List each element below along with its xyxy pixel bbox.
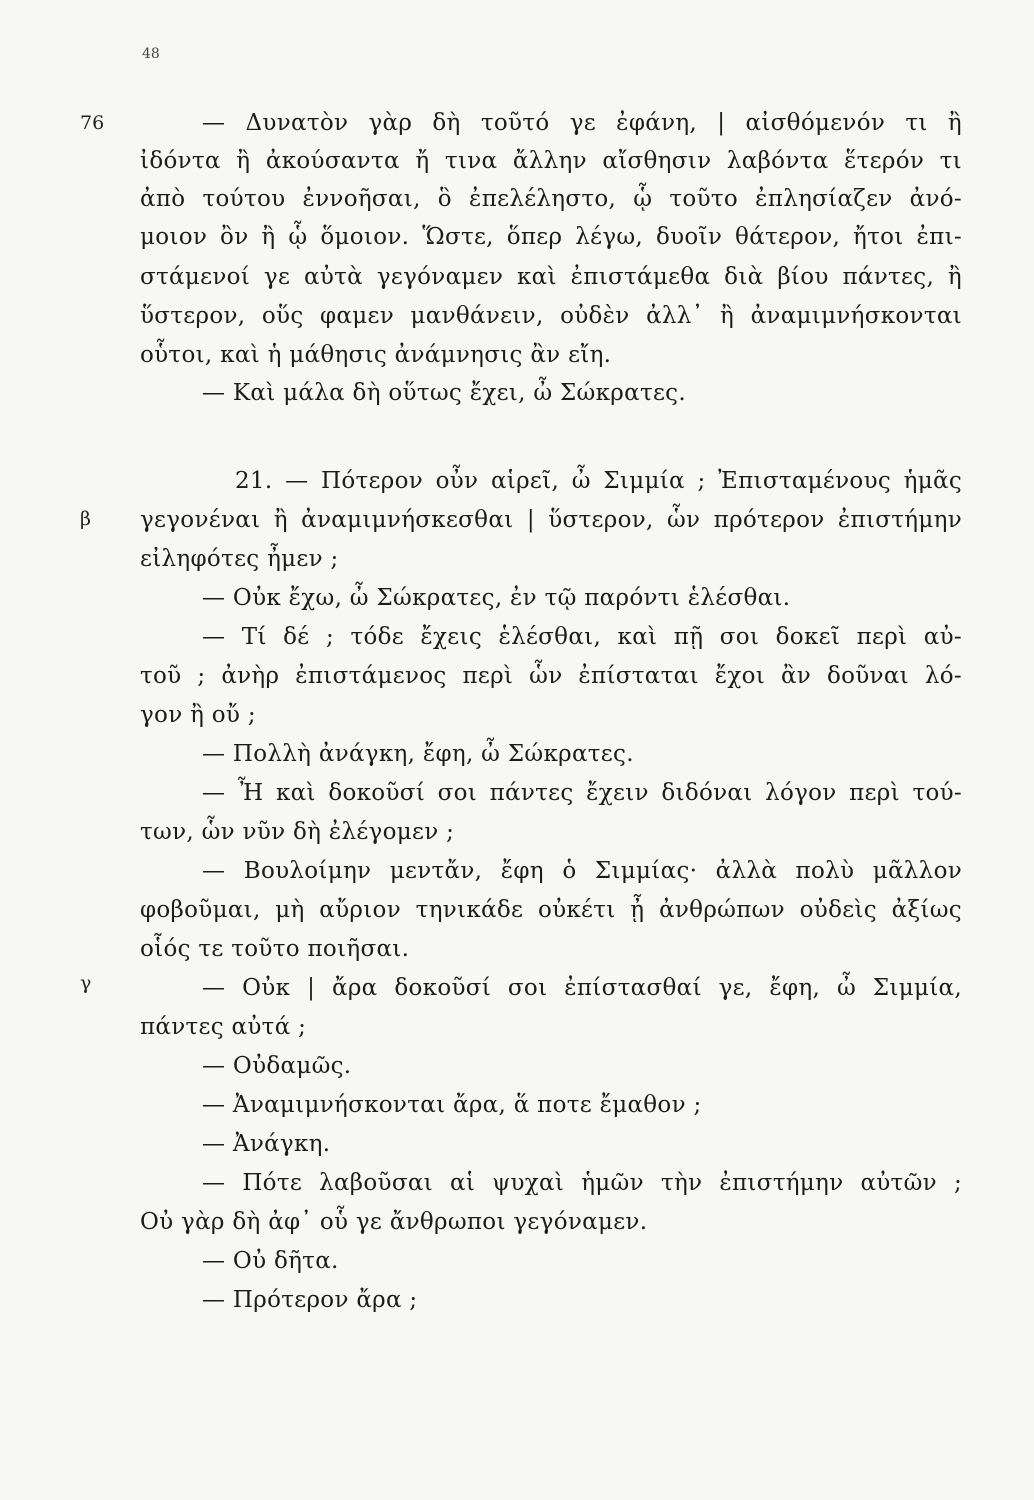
text-line: — Καὶ μάλα δὴ οὕτως ἔχει, ὦ Σώκρατες. [202, 380, 686, 406]
text-line: — Ἦ καὶ δοκοῦσί σοι πάντες ἔχειν διδόναι λόγον περὶ τού- [202, 780, 962, 806]
text-line: — Πότε λαβοῦσαι αἱ ψυχαὶ ἡμῶν τὴν ἐπιστήμην αὐτῶν ; [202, 1170, 962, 1196]
text-line: φοβοῦμαι, μὴ αὔριον τηνικάδε οὐκέτι ᾖ ἀνθρώπων οὐδεὶς ἀξίως [140, 897, 962, 923]
text-line: Οὐ γὰρ δὴ ἀφ᾽ οὗ γε ἄνθρωποι γεγόναμεν. [140, 1209, 648, 1235]
text-line: — Βουλοίμην μεντἄν, ἔφη ὁ Σιμμίας· ἀλλὰ πολὺ μᾶλλον [202, 858, 962, 884]
margin-mark-gamma: γ [80, 972, 92, 994]
section-21-line: 21. — Πότερον οὖν αἱρεῖ, ὦ Σιμμία ; Ἐπισταμένους ἡμᾶς [235, 468, 962, 494]
text-line: μοιον ὂν ἢ ᾧ ὅμοιον. Ὥστε, ὅπερ λέγω, δυοῖν θάτερον, ἤτοι ἐπι- [140, 224, 962, 250]
text-line: οὗτοι, καὶ ἡ μάθησις ἀνάμνησις ἂν εἴη. [140, 342, 612, 368]
text-line: γον ἢ οὔ ; [140, 702, 256, 728]
text-line: οἷός τε τοῦτο ποιῆσαι. [140, 936, 410, 962]
text-line: ἀπὸ τούτου ἐννοῆσαι, ὃ ἐπελέληστο, ᾧ τοῦτο ἐπλησίαζεν ἀνό- [140, 186, 962, 212]
text-line: εἰληφότες ἦμεν ; [140, 546, 339, 572]
text-line: — Τί δέ ; τόδε ἔχεις ἑλέσθαι, καὶ πῇ σοι δοκεῖ περὶ αὐ- [202, 624, 962, 650]
text-line: πάντες αὐτά ; [140, 1014, 307, 1040]
text-line: — Πρότερον ἄρα ; [202, 1287, 418, 1313]
text-line: — Οὐδαμῶς. [202, 1053, 352, 1079]
text-line: — Πολλὴ ἀνάγκη, ἔφη, ὦ Σώκρατες. [202, 741, 634, 767]
margin-mark-76: 76 [80, 112, 105, 134]
text-line: ἰδόντα ἢ ἀκούσαντα ἤ τινα ἄλλην αἴσθησιν λαβόντα ἕτερόν τι [140, 148, 962, 174]
page-number: 48 [142, 46, 160, 62]
text-line: στάμενοί γε αὐτὰ γεγόναμεν καὶ ἐπιστάμεθα διὰ βίου πάντες, ἢ [140, 264, 962, 290]
text-line: — Οὐ δῆτα. [202, 1248, 339, 1274]
margin-mark-beta: β [80, 508, 91, 530]
text-line: — Ἀνάγκη. [202, 1131, 331, 1157]
text-line: — Ἀναμιμνήσκονται ἄρα, ἅ ποτε ἔμαθον ; [202, 1092, 702, 1118]
text-line: — Οὐκ | ἄρα δοκοῦσί σοι ἐπίστασθαί γε, ἔφη, ὦ Σιμμία, [202, 975, 962, 1001]
text-line: — Οὐκ ἔχω, ὦ Σώκρατες, ἐν τῷ παρόντι ἑλέσθαι. [202, 585, 791, 611]
text-line: τοῦ ; ἀνὴρ ἐπιστάμενος περὶ ὧν ἐπίσταται ἔχοι ἂν δοῦναι λό- [140, 663, 962, 689]
text-line: γεγονέναι ἢ ἀναμιμνήσκεσθαι | ὕστερον, ὧν πρότερον ἐπιστήμην [140, 507, 962, 533]
text-line: — Δυνατὸν γὰρ δὴ τοῦτό γε ἐφάνη, | αἰσθόμενόν τι ἢ [202, 110, 962, 136]
text-line: των, ὧν νῦν δὴ ἐλέγομεν ; [140, 819, 455, 845]
text-line: ὕστερον, οὕς φαμεν μανθάνειν, οὐδὲν ἀλλ᾽ ἢ ἀναμιμνήσκονται [140, 303, 962, 329]
